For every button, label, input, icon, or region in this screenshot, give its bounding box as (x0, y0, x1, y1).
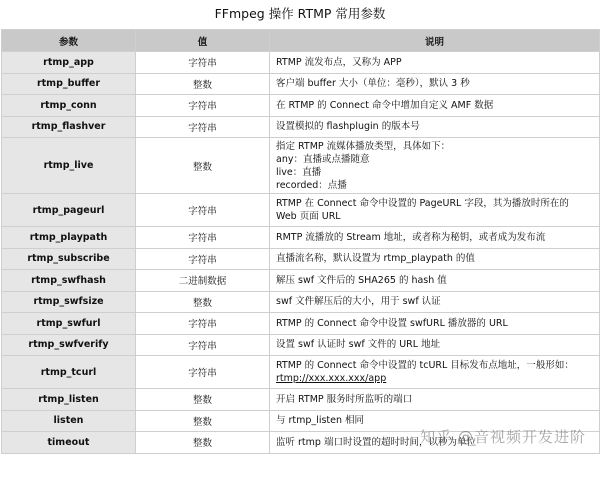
param-desc (270, 73, 600, 95)
param-type: 字符串 (136, 334, 270, 356)
param-type: 整数 (136, 73, 270, 95)
table-row (2, 138, 600, 194)
table-row (2, 291, 600, 313)
param-name: timeout (2, 432, 136, 454)
header-value: 值 (136, 30, 270, 52)
param-desc (270, 334, 600, 356)
param-desc (270, 291, 600, 313)
param-type: 字符串 (136, 356, 270, 389)
watermark: 知乎 @音视频开发进阶 (420, 428, 586, 446)
param-desc (270, 356, 600, 389)
param-name: rtmp_subscribe (2, 248, 136, 270)
param-type: 字符串 (136, 95, 270, 117)
rtmp-url-link[interactable]: rtmp://xxx.xxx.xxx/app (276, 373, 387, 384)
table-row (2, 194, 600, 227)
param-type: 整数 (136, 291, 270, 313)
param-name: rtmp_tcurl (2, 356, 136, 389)
param-name: rtmp_flashver (2, 116, 136, 138)
desc-line: RTMP 流发布点，又称为 APP (276, 56, 402, 68)
desc-line: RTMP 在 Connect 命令中设置的 PageURL 字段，其为播放时所在的 (276, 198, 569, 209)
param-type: 整数 (136, 389, 270, 411)
header-param: 参数 (2, 30, 136, 52)
param-type: 二进制数据 (136, 270, 270, 292)
desc-line: RMTP 流播放的 Stream 地址，或者称为秘钥，或者成为发布流 (276, 231, 546, 243)
table-row (2, 227, 600, 249)
params-table (1, 29, 600, 454)
header-desc: 说明 (270, 30, 600, 52)
param-type: 整数 (136, 138, 270, 194)
param-name: rtmp_live (2, 138, 136, 194)
desc-line: swf 文件解压后的大小，用于 swf 认证 (276, 296, 441, 308)
table-row (2, 432, 600, 454)
param-desc (270, 95, 600, 117)
table-row (2, 356, 600, 389)
param-name: rtmp_swfurl (2, 313, 136, 335)
page-title: FFmpeg 操作 RTMP 常用参数 (214, 6, 386, 21)
param-desc (270, 248, 600, 270)
param-name: rtmp_listen (2, 389, 136, 411)
table-row (2, 410, 600, 432)
param-name: rtmp_swfhash (2, 270, 136, 292)
table-header-row (2, 30, 600, 52)
param-desc (270, 194, 600, 227)
desc-line: 直播流名称，默认设置为 rtmp_playpath 的值 (276, 253, 475, 265)
param-desc (270, 227, 600, 249)
param-name: listen (2, 410, 136, 432)
table-row (2, 270, 600, 292)
table-row (2, 116, 600, 138)
param-desc (270, 138, 600, 194)
table-row (2, 389, 600, 411)
param-name: rtmp_playpath (2, 227, 136, 249)
param-name: rtmp_swfverify (2, 334, 136, 356)
param-name: rtmp_conn (2, 95, 136, 117)
desc-line: 在 RTMP 的 Connect 命令中增加自定义 AMF 数据 (276, 99, 494, 111)
table-row (2, 313, 600, 335)
param-type: 字符串 (136, 313, 270, 335)
table-row (2, 334, 600, 356)
param-type: 字符串 (136, 227, 270, 249)
table-row (2, 52, 600, 74)
desc-line: recorded：点播 (276, 179, 347, 191)
desc-line: 指定 RTMP 流媒体播放类型，具体如下： (276, 140, 451, 152)
desc-line: 监听 rtmp 端口时设置的超时时间，以秒为单位 (276, 436, 476, 448)
param-type: 字符串 (136, 52, 270, 74)
desc-line: live：直播 (276, 166, 322, 178)
param-desc (270, 410, 600, 432)
desc-line: 开启 RTMP 服务时所监听的端口 (276, 393, 413, 405)
desc-line: 设置模拟的 flashplugin 的版本号 (276, 121, 420, 133)
param-type: 整数 (136, 432, 270, 454)
param-desc (270, 389, 600, 411)
param-name: rtmp_swfsize (2, 291, 136, 313)
param-type: 字符串 (136, 194, 270, 227)
desc-line: Web 页面 URL (276, 211, 341, 222)
param-type: 字符串 (136, 248, 270, 270)
desc-line: RTMP 的 Connect 命令中设置的 tcURL 目标发布点地址，一般形如： (276, 360, 574, 371)
desc-line: 与 rtmp_listen 相同 (276, 415, 365, 427)
desc-line: 设置 swf 认证时 swf 文件的 URL 地址 (276, 339, 441, 351)
desc-line: 客户端 buffer 大小（单位：毫秒），默认 3 秒 (276, 78, 470, 90)
param-type: 整数 (136, 410, 270, 432)
param-name: rtmp_app (2, 52, 136, 74)
desc-line: 解压 swf 文件后的 SHA265 的 hash 值 (276, 274, 447, 286)
table-row (2, 95, 600, 117)
param-desc (270, 270, 600, 292)
table-row (2, 248, 600, 270)
param-desc (270, 52, 600, 74)
param-type: 字符串 (136, 116, 270, 138)
param-name: rtmp_pageurl (2, 194, 136, 227)
param-desc (270, 432, 600, 454)
param-desc (270, 116, 600, 138)
table-row (2, 73, 600, 95)
desc-line: RTMP 的 Connect 命令中设置 swfURL 播放器的 URL (276, 317, 508, 329)
param-desc (270, 313, 600, 335)
desc-line: any：直播或点播随意 (276, 153, 370, 165)
param-name: rtmp_buffer (2, 73, 136, 95)
